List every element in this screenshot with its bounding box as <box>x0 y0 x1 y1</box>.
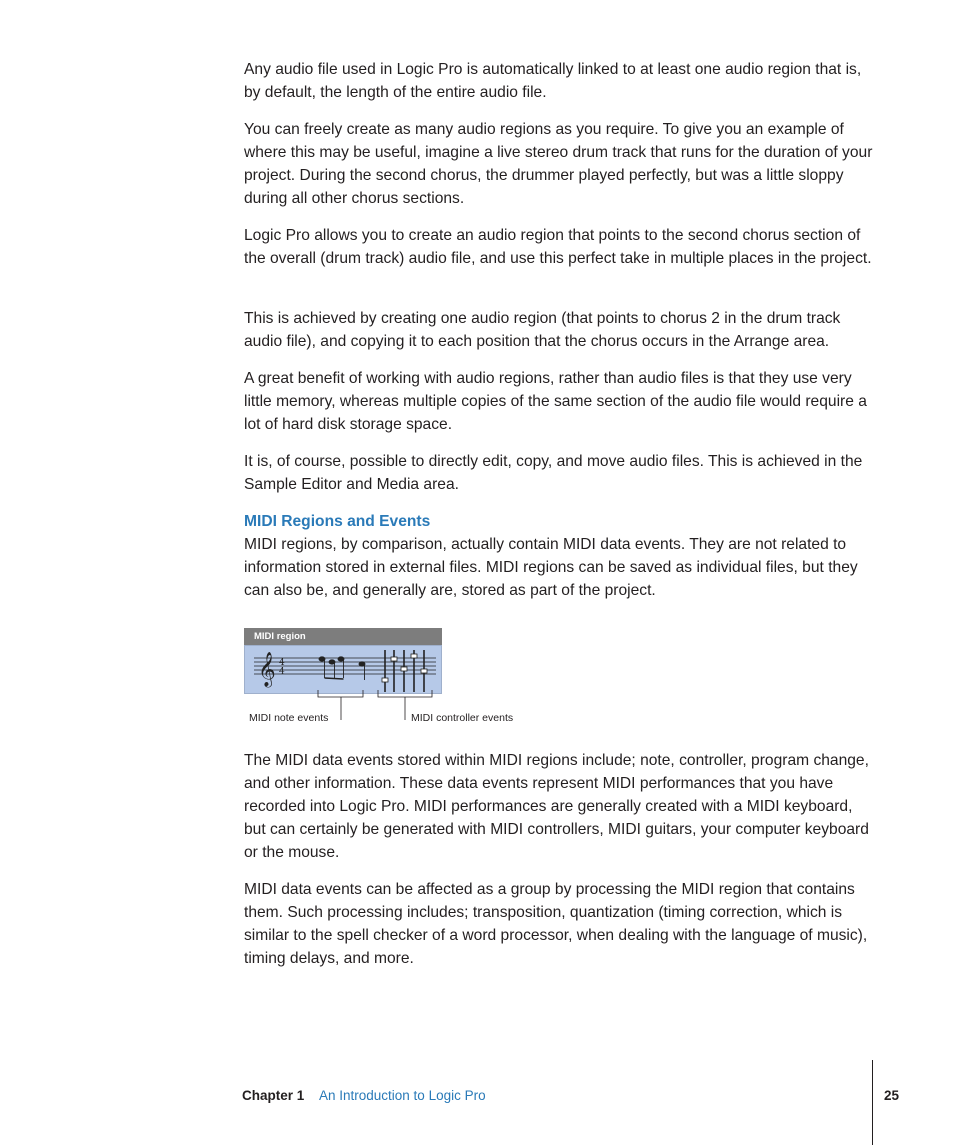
page-number: 25 <box>884 1088 900 1103</box>
time-signature-bottom: 4 <box>279 667 285 677</box>
controller-handle <box>382 678 388 682</box>
paragraph-midi-intro: MIDI regions, by comparison, actually contain MIDI data events. They are not related to information stored in external files. MIDI regions can be saved as individual files, but they can also be, and generally are, stored as part of the project. <box>244 536 858 599</box>
midi-controller-events-label: MIDI controller events <box>411 712 514 724</box>
controller-handle <box>411 654 417 658</box>
midi-note-events-label: MIDI note events <box>249 712 329 724</box>
midi-region-figure <box>244 628 544 728</box>
paragraph-midi-data-events: The MIDI data events stored within MIDI regions include; note, controller, program change, and other information. These data events represent MIDI performances that you have recorded into Logic Pro. MIDI performances are generally created with a MIDI keyboard, but can certainly be generated with MIDI controllers, MIDI guitars, your computer keyboard or the mouse. <box>244 752 869 861</box>
controller-handle <box>391 657 397 661</box>
paragraph-chorus-region: Logic Pro allows you to create an audio region that points to the second chorus section of the overall (drum track) audio file, and use this perfect take in multiple places in the project. <box>244 227 872 267</box>
midi-region-label: MIDI region <box>254 631 306 642</box>
paragraph-copying-region: This is achieved by creating one audio region (that points to chorus 2 in the drum track audio file), and copying it to each position that the chorus occurs in the Arrange area. <box>244 310 841 350</box>
treble-clef-icon: 𝄞 <box>258 652 276 687</box>
note-events-bracket <box>318 690 363 697</box>
midi-note-events <box>319 657 365 680</box>
paragraph-memory-benefit: A great benefit of working with audio regions, rather than audio files is that they use very little memory, whereas multiple copies of the same section of the audio file would require a lot of hard disk storage space. <box>244 370 867 433</box>
section-heading: MIDI Regions and Events <box>244 513 431 530</box>
controller-handle <box>401 667 407 671</box>
paragraph-audio-regions-example: You can freely create as many audio regions as you require. To give you an example of where this may be useful, imagine a live stereo drum track that runs for the duration of your project. During the second chorus, the drummer played perfectly, but was a little sloppy during all other chorus sections. <box>244 121 873 207</box>
footer-chapter: Chapter 1 <box>242 1088 305 1103</box>
paragraph-audio-file-link: Any audio file used in Logic Pro is automatically linked to at least one audio region that is, by default, the length of the entire audio file. <box>244 61 862 101</box>
time-signature-top: 4 <box>279 658 285 668</box>
footer-divider <box>872 1060 873 1145</box>
footer-chapter-title: An Introduction to Logic Pro <box>319 1088 486 1103</box>
controller-handle <box>421 669 427 673</box>
paragraph-midi-processing: MIDI data events can be affected as a group by processing the MIDI region that contains them. Such processing includes; transposition, quantization (timing correction, which is similar to the spell checker of a word processor, when dealing with the language of music), timing delays, and more. <box>244 881 868 967</box>
paragraph-sample-editor: It is, of course, possible to directly edit, copy, and move audio files. This is achieved in the Sample Editor and Media area. <box>244 453 863 493</box>
